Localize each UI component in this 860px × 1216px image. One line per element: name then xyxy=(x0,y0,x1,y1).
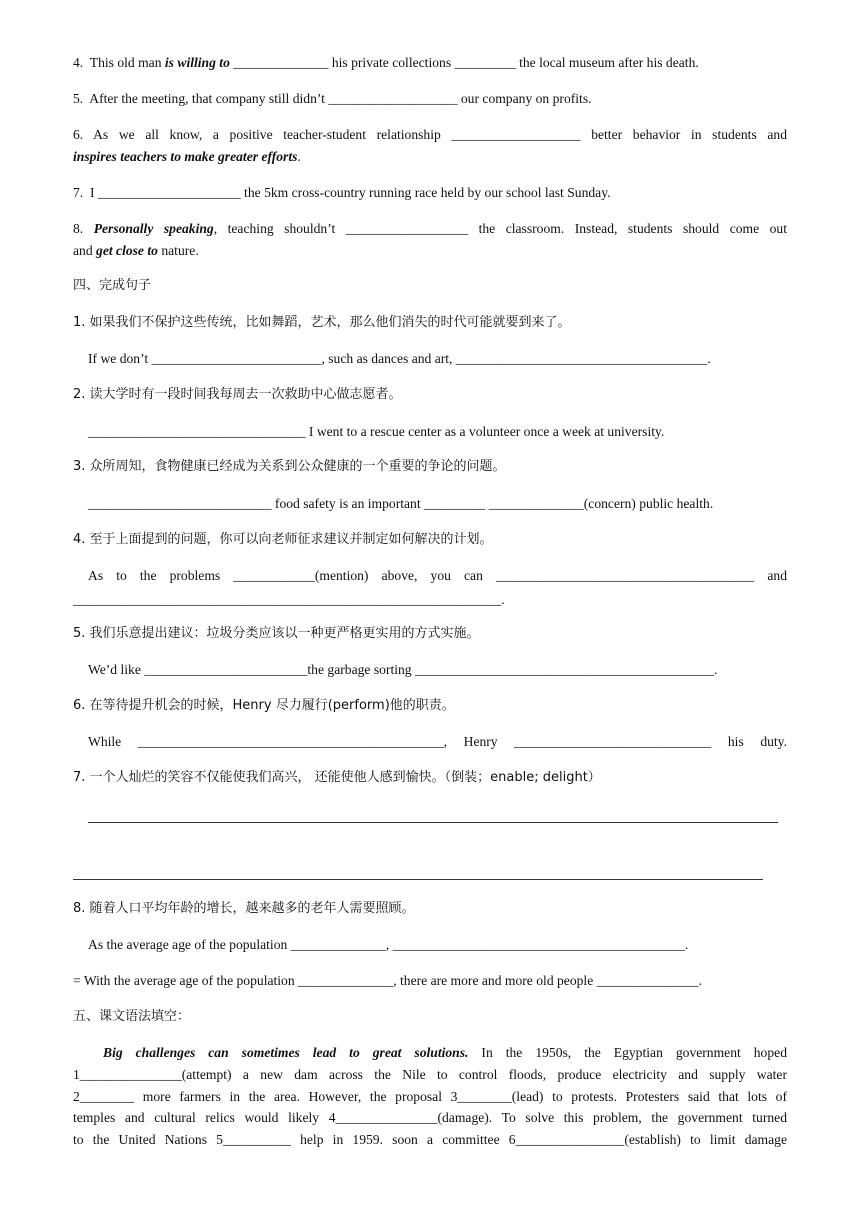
exercise-item-8-line-2: and get close to nature. xyxy=(73,243,199,258)
sentence-text: ______________ his private collections _________ the local museum after his death. xyxy=(229,55,699,70)
key-phrase: is willing to xyxy=(164,55,230,70)
sentence-text: This old man xyxy=(89,55,165,70)
key-phrase: inspires teachers to make greater efforts xyxy=(73,149,298,164)
translation-item-3-english: ___________________________ food safety is an important _________ ______________(concern) public health. xyxy=(88,496,714,511)
passage-line-1: Big challenges can sometimes lead to great solutions. In the 1950s, the Egyptian government hoped xyxy=(103,1045,787,1060)
translation-item-6-english: While _____________________________________________, Henry _____________________________ his duty. xyxy=(88,734,787,749)
sentence-text: As we all know, a positive teacher-student relationship ___________________ better behavior in students and xyxy=(93,127,787,142)
passage-line-4: temples and cultural relics would likely 4_______________(damage). To solve this problem, the government turned xyxy=(73,1110,787,1125)
sentence-text: After the meeting, that company still didn’t ___________________ our company on profits. xyxy=(89,91,592,106)
exercise-item-6-line-1: 6. As we all know, a positive teacher-student relationship ___________________ better behavior in students and xyxy=(73,127,787,142)
translation-item-1-english: If we don’t _________________________, such as dances and art, _____________________________________. xyxy=(88,351,711,366)
translation-item-7-chinese: 7. 一个人灿烂的笑容不仅能使我们高兴， 还能使他人感到愉快。（倒装；enable; delight） xyxy=(73,770,601,785)
answer-line[interactable] xyxy=(73,879,763,880)
translation-item-8-chinese: 8. 随着人口平均年龄的增长，越来越多的老年人需要照顾。 xyxy=(73,901,415,916)
exercise-item-7: 7. I _____________________ the 5km cross-country running race held by our school last Sunday. xyxy=(73,185,611,200)
passage-topic-sentence: Big challenges can sometimes lead to great solutions. xyxy=(103,1045,469,1060)
translation-item-2-english: ________________________________ I went to a rescue center as a volunteer once a week at university. xyxy=(88,424,665,439)
exercise-item-6-line-2: inspires teachers to make greater efforts. xyxy=(73,149,301,164)
passage-line-5: to the United Nations 5__________ help in 1959. soon a committee 6________________(establish) to limit damage xyxy=(73,1132,787,1147)
translation-item-4-chinese: 4. 至于上面提到的问题，你可以向老师征求建议并制定如何解决的计划。 xyxy=(73,532,493,547)
passage-line-3: 2________ more farmers in the area. However, the proposal 3________(lead) to protests. Protesters said that lots of xyxy=(73,1089,787,1104)
translation-item-8-english: As the average age of the population ______________, ___________________________________________. xyxy=(88,937,689,952)
exercise-item-4: 4. This old man is willing to ______________ his private collections _________ the local museum after his death. xyxy=(73,55,699,70)
translation-item-4-english-cont: _______________________________________________________________. xyxy=(73,592,505,607)
key-phrase: get close to xyxy=(96,243,158,258)
translation-item-4-english: As to the problems ____________(mention) above, you can ______________________________________ and xyxy=(88,568,787,583)
passage-line-2: 1_______________(attempt) a new dam across the Nile to control floods, produce electricity and supply water xyxy=(73,1067,787,1082)
key-phrase: Personally speaking xyxy=(93,221,214,236)
translation-item-5-chinese: 5. 我们乐意提出建议：垃圾分类应该以一种更严格更实用的方式实施。 xyxy=(73,626,480,641)
sentence-text: , teaching shouldn’t __________________ the classroom. Instead, students should come out xyxy=(213,221,787,236)
answer-line[interactable] xyxy=(88,822,778,823)
section-heading-grammar-fill: 五、课文语法填空： xyxy=(73,1009,191,1024)
translation-item-6-chinese: 6. 在等待提升机会的时候，Henry 尽力履行(perform)他的职责。 xyxy=(73,698,455,713)
translation-item-8-english-alt: = With the average age of the population ______________, there are more and more old people _______________. xyxy=(73,973,702,988)
translation-item-5-english: We’d like ________________________the garbage sorting ____________________________________________. xyxy=(88,662,718,677)
sentence-text: I _____________________ the 5km cross-country running race held by our school last Sunday. xyxy=(90,185,611,200)
translation-item-3-chinese: 3. 众所周知，食物健康已经成为关系到公众健康的一个重要的争论的问题。 xyxy=(73,459,506,474)
translation-item-1-chinese: 1. 如果我们不保护这些传统，比如舞蹈，艺术，那么他们消失的时代可能就要到来了。 xyxy=(73,315,571,330)
exercise-item-8-line-1: 8. Personally speaking, teaching shouldn’t __________________ the classroom. Instead, students should come out xyxy=(73,221,787,236)
section-heading-complete-sentences: 四、完成句子 xyxy=(73,278,152,293)
exercise-item-5: 5. After the meeting, that company still didn’t ___________________ our company on profits. xyxy=(73,91,592,106)
translation-item-2-chinese: 2. 读大学时有一段时间我每周去一次救助中心做志愿者。 xyxy=(73,387,402,402)
